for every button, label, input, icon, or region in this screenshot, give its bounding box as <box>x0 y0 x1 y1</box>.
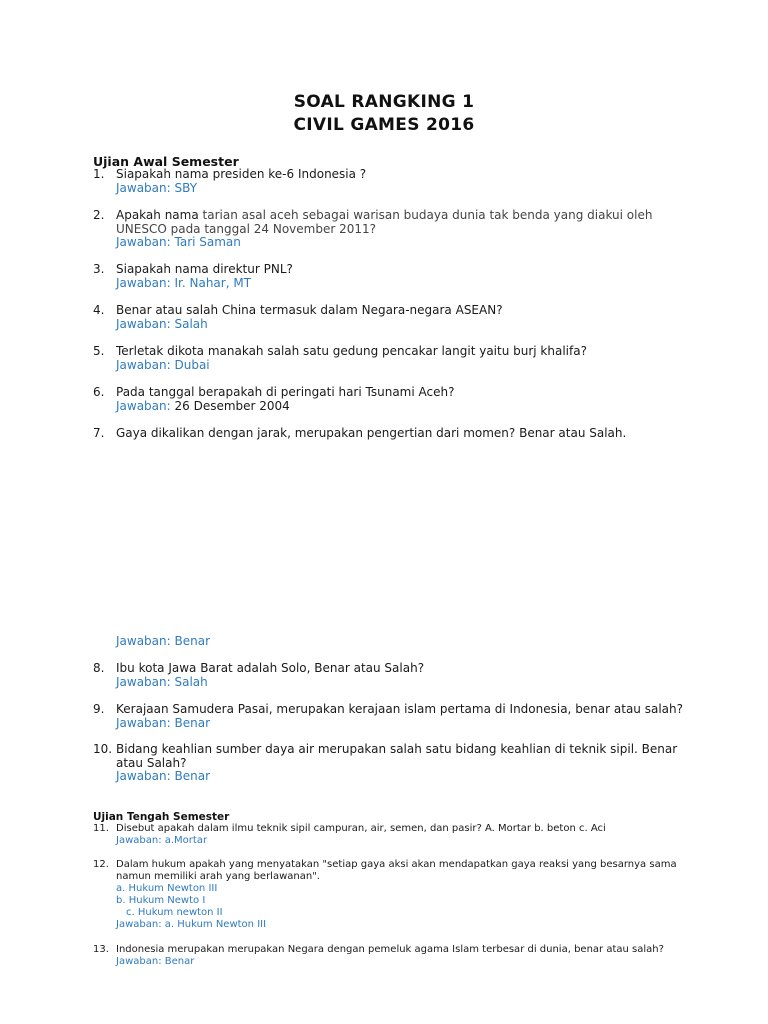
question-text: Gaya dikalikan dengan jarak, merupakan pengertian dari momen? Benar atau Salah. <box>116 426 627 440</box>
question-number: 10. <box>93 742 113 756</box>
question-number: 2. <box>93 208 105 222</box>
question-number: 12. <box>93 859 109 870</box>
question-number: 11. <box>93 823 109 834</box>
answer-text: Jawaban: Benar <box>116 715 211 730</box>
option-c: c. Hukum newton II <box>126 907 223 918</box>
question-number: 13. <box>93 944 109 955</box>
question-number: 7. <box>93 426 105 440</box>
answer-text: Jawaban: Benar <box>116 956 195 967</box>
question-item <box>93 304 683 331</box>
question-text: Terletak dikota manakah salah satu gedung pencakar langit yaitu burj khalifa? <box>116 344 587 358</box>
section-heading-uts: Ujian Tengah Semester <box>93 811 230 823</box>
question-number: 4. <box>93 303 105 317</box>
question-number: 9. <box>93 702 105 716</box>
answer-text: Jawaban: a.Mortar <box>116 835 208 846</box>
question-text: Disebut apakah dalam ilmu teknik sipil campuran, air, semen, dan pasir? A. Mortar b. beton c. Aci <box>116 823 606 834</box>
question-item <box>93 743 683 784</box>
document-subtitle: CIVIL GAMES 2016 <box>293 115 475 135</box>
question-text: Siapakah nama presiden ke-6 Indonesia ? <box>116 167 367 181</box>
question-number: 8. <box>93 661 105 675</box>
question-item <box>93 662 683 689</box>
question-number: 5. <box>93 344 105 358</box>
answer-text: Jawaban: Salah <box>116 674 208 689</box>
question-number: 1. <box>93 167 105 181</box>
question-item <box>93 263 683 290</box>
option-b: b. Hukum Newto I <box>116 895 206 906</box>
document-title: SOAL RANGKING 1 <box>293 92 475 112</box>
question-item <box>93 703 683 730</box>
question-text: Apakah nama tarian asal aceh sebagai warisan budaya dunia tak benda yang diakui oleh UNESCO pada tanggal 24 November 2011? <box>116 208 653 236</box>
question-text: Siapakah nama direktur PNL? <box>116 262 293 276</box>
answer-text: Jawaban: Benar <box>116 769 211 783</box>
question-text: Indonesia merupakan merupakan Negara dengan pemeluk agama Islam terbesar di dunia, benar atau salah? <box>116 944 664 955</box>
question-text: Dalam hukum apakah yang menyatakan "setiap gaya aksi akan mendapatkan gaya reaksi yang besarnya sama namun memiliki arah yang berlawanan". <box>116 859 677 882</box>
question-text: Pada tanggal berapakah di peringati hari Tsunami Aceh? <box>116 385 455 399</box>
answer-text: Jawaban: Ir. Nahar, MT <box>116 275 252 290</box>
question-item <box>93 427 683 441</box>
question-text: Benar atau salah China termasuk dalam Negara-negara ASEAN? <box>116 303 503 317</box>
answer-text: Jawaban: 26 Desember 2004 <box>116 398 290 413</box>
question-item <box>93 168 683 195</box>
option-a: a. Hukum Newton III <box>116 883 218 894</box>
question-item <box>93 944 683 968</box>
question-item <box>93 859 683 931</box>
answer-text: Jawaban: SBY <box>116 180 198 195</box>
question-number: 6. <box>93 385 105 399</box>
answer-block <box>93 635 683 649</box>
question-text: Bidang keahlian sumber daya air merupakan salah satu bidang keahlian di teknik sipil. Benar atau Salah? <box>116 742 678 770</box>
answer-text: Jawaban: Benar <box>116 634 211 648</box>
answer-text: Jawaban: a. Hukum Newton III <box>116 919 267 930</box>
question-item <box>93 345 683 372</box>
answer-text: Jawaban: Tari Saman <box>116 235 241 249</box>
answer-text: Jawaban: Salah <box>116 316 208 331</box>
section-heading-uas: Ujian Awal Semester <box>93 154 239 169</box>
question-item <box>93 823 683 847</box>
answer-text: Jawaban: Dubai <box>116 357 210 372</box>
question-item <box>93 386 683 413</box>
question-number: 3. <box>93 262 105 276</box>
question-text: Kerajaan Samudera Pasai, merupakan kerajaan islam pertama di Indonesia, benar atau salah? <box>116 702 683 716</box>
question-item <box>93 209 683 250</box>
question-text: Ibu kota Jawa Barat adalah Solo, Benar atau Salah? <box>116 661 425 675</box>
